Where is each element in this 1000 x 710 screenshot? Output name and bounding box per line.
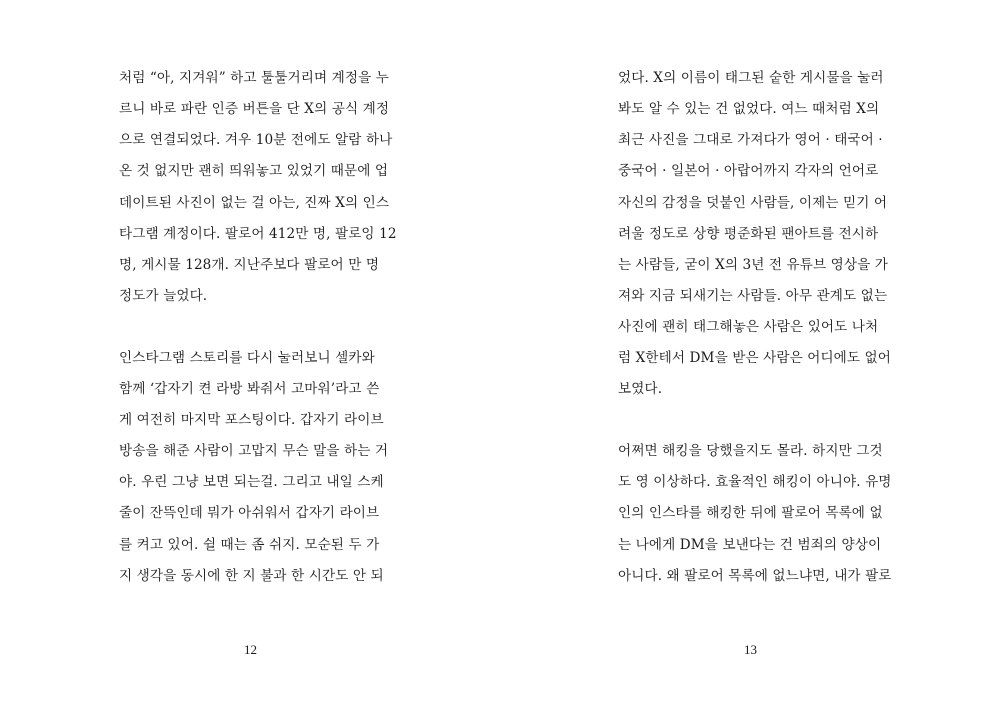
text-line: 게 여전히 마지막 포스팅이다. 갑자기 라이브 [119, 412, 384, 428]
text-line: 으로 연결되었다. 겨우 10분 전에도 알람 하나 [119, 132, 393, 148]
text-line: 인스타그램 스토리를 다시 눌러보니 셀카와 [119, 350, 375, 366]
text-line: 최근 사진을 그대로 가져다가 영어 · 태국어 · [618, 132, 883, 148]
text-line: 타그램 계정이다. 팔로어 412만 명, 팔로잉 12 [119, 226, 397, 242]
text-line: 아니다. 왜 팔로어 목록에 없느냐면, 내가 팔로 [618, 568, 892, 584]
text-line: 었다. X의 이름이 태그된 숱한 게시물을 눌러 [618, 70, 884, 86]
text-line: 방송을 해준 사람이 고맙지 무슨 말을 하는 거 [119, 443, 389, 459]
text-line: 야. 우린 그냥 보면 되는걸. 그리고 내일 스케 [119, 474, 384, 490]
text-line: 지 생각을 동시에 한 지 불과 한 시간도 안 되 [119, 568, 384, 584]
text-line: 는 사람들, 굳이 X의 3년 전 유튜브 영상을 가 [618, 257, 889, 273]
text-line: 어쩌면 해킹을 당했을지도 몰라. 하지만 그것 [618, 443, 883, 459]
page-number: 12 [244, 642, 257, 657]
text-line: 럼 X한테서 DM을 받은 사람은 어디에도 없어 [618, 350, 892, 366]
text-line: 중국어 · 일본어 · 아랍어까지 각자의 언어로 [618, 163, 879, 179]
text-line: 져와 지금 되새기는 사람들. 아무 관계도 없는 [618, 288, 888, 304]
text-line: 를 켜고 있어. 쉴 때는 좀 쉬지. 모순된 두 가 [119, 537, 380, 553]
text-line: 인의 인스타를 해킹한 뒤에 팔로어 목록에 없 [618, 505, 883, 521]
text-line: 사진에 괜히 태그해놓은 사람은 있어도 나처 [618, 319, 879, 335]
text-line: 줄이 잔뜩인데 뭐가 아쉬워서 갑자기 라이브 [119, 505, 380, 521]
text-line: 보였다. [618, 381, 663, 397]
text-line: 도 영 이상하다. 효율적인 해킹이 아니야. 유명 [618, 474, 892, 490]
text-line: 명, 게시물 128개. 지난주보다 팔로어 만 명 [119, 257, 380, 273]
page-number: 13 [744, 642, 757, 657]
text-line: 처럼 “아, 지겨워” 하고 툴툴거리며 계정을 누 [119, 70, 389, 86]
text-line: 려울 정도로 상향 평준화된 팬아트를 전시하 [618, 226, 879, 242]
text-line: 는 나에게 DM을 보낸다는 건 범죄의 양상이 [618, 537, 882, 553]
text-line: 르니 바로 파란 인증 버튼을 단 X의 공식 계정 [119, 101, 390, 117]
text-line: 자신의 감정을 덧붙인 사람들, 이제는 믿기 어 [618, 195, 888, 211]
text-line: 함께 ‘갑자기 켠 라방 봐줘서 고마워’라고 쓴 [119, 381, 380, 397]
right-page [500, 0, 1000, 710]
text-line: 봐도 알 수 있는 건 없었다. 여느 때처럼 X의 [618, 101, 880, 117]
text-line: 온 것 없지만 괜히 띄워놓고 있었기 때문에 업 [119, 163, 389, 179]
text-line: 정도가 늘었다. [119, 288, 208, 304]
text-line: 데이트된 사진이 없는 걸 아는, 진짜 X의 인스 [119, 195, 390, 211]
